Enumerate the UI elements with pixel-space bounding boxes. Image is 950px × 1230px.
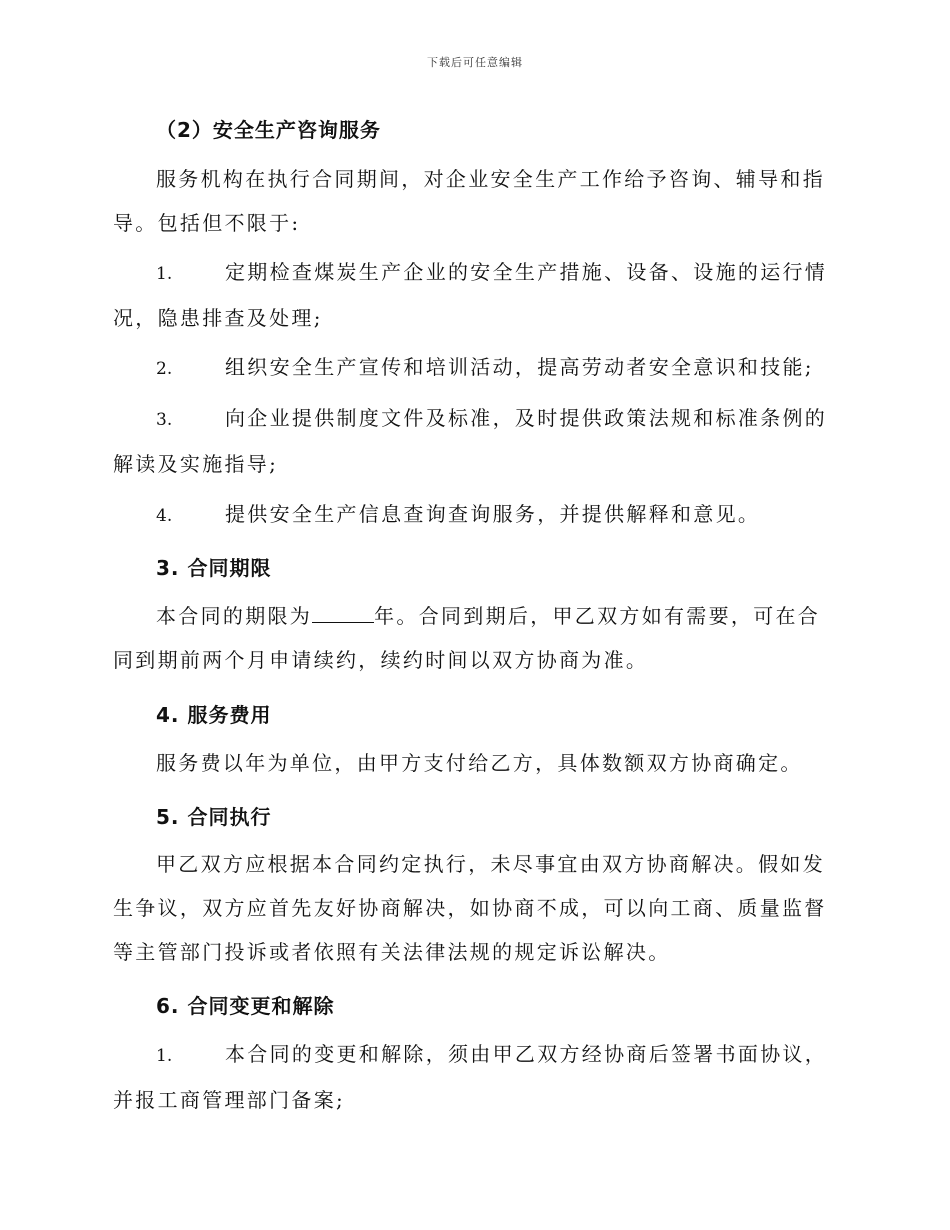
- consulting-item-1: [113, 250, 833, 340]
- item-number: 4.: [156, 506, 173, 526]
- section-3-title: 3. 合同期限: [156, 556, 272, 580]
- section-3-text: [113, 594, 833, 682]
- term-text-after: 年。合同到期后，甲乙双方如有需要，可在合同到期前两个月申请续约，续约时间以双方协商为准。: [113, 604, 821, 672]
- section-6-title: 6. 合同变更和解除: [156, 994, 335, 1018]
- item-text: 组织安全生产宣传和培训活动，提高劳动者安全意识和技能;: [225, 355, 814, 379]
- item-text: 向企业提供制度文件及标准，及时提供政策法规和标准条例的解读及实施指导;: [113, 406, 828, 476]
- section-5-title: 5. 合同执行: [156, 805, 272, 829]
- item-text: 提供安全生产信息查询查询服务，并提供解释和意见。: [225, 502, 761, 526]
- item-text: 本合同的变更和解除，须由甲乙双方经协商后签署书面协议，并报工商管理部门备案;: [113, 1042, 828, 1112]
- section-2-intro: 服务机构在执行合同期间，对企业安全生产工作给予咨询、辅导和指导。包括但不限于:: [113, 167, 825, 235]
- term-text-before: 本合同的期限为: [156, 604, 313, 628]
- item-number: 3.: [156, 410, 173, 430]
- section-5-text: 甲乙双方应根据本合同约定执行，未尽事宜由双方协商解决。假如发生争议，双方应首先友好协商解决，如协商不成，可以向工商、质量监督等主管部门投诉或者依照有关法律法规的规定诉讼解决。: [113, 852, 827, 964]
- change-item-1: [113, 1032, 833, 1122]
- page-header: 下载后可任意编辑: [427, 56, 523, 69]
- consulting-item-3: [113, 396, 833, 486]
- section-4-title: 4. 服务费用: [156, 703, 272, 727]
- item-number: 1.: [156, 264, 173, 284]
- section-4-text: 服务费以年为单位，由甲方支付给乙方，具体数额双方协商确定。: [156, 751, 803, 775]
- term-years-blank: [312, 600, 374, 623]
- section-2-title: （2）安全生产咨询服务: [156, 118, 381, 142]
- consulting-item-2: [113, 345, 833, 391]
- item-number: 1.: [156, 1046, 173, 1066]
- item-number: 2.: [156, 359, 173, 379]
- consulting-item-4: [113, 492, 833, 538]
- item-text: 定期检查煤炭生产企业的安全生产措施、设备、设施的运行情况，隐患排查及处理;: [113, 260, 828, 330]
